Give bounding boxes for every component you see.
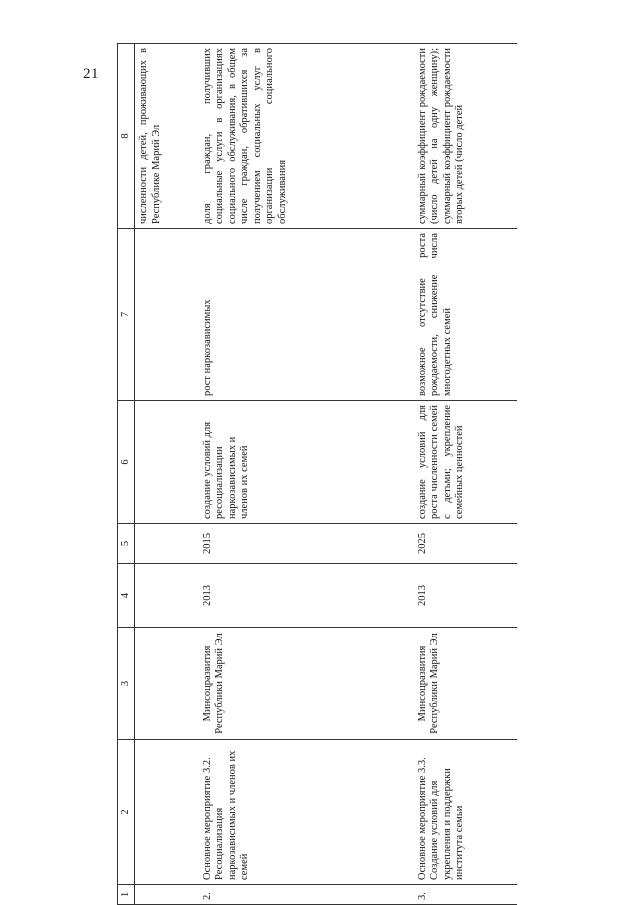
- table-row: [135, 44, 197, 905]
- start-year: [135, 564, 197, 628]
- end-year: [135, 524, 197, 564]
- start-year: 2013: [412, 564, 517, 628]
- column-header-2: 2: [118, 740, 135, 885]
- row-number: [135, 885, 197, 905]
- expected-result: [135, 401, 197, 524]
- column-header-5: 5: [118, 524, 135, 564]
- target-indicator: доля граждан, получивших социальные услуги в организациях социального обслуживания, в общем числе граждан, обратившихся за получением социальных услуг в организации социального обслуживания: [197, 44, 412, 229]
- column-header-4: 4: [118, 564, 135, 628]
- program-activities-table: [117, 43, 517, 905]
- non-implementation-consequence: рост наркозависимых: [197, 229, 412, 401]
- executor: Минсоцразвития Республики Марий Эл: [412, 628, 517, 740]
- event-name: Основное мероприятие 3.2. Ресоциализация наркозависимых и членов их семей: [197, 740, 412, 885]
- row-number: 2.: [197, 885, 412, 905]
- executor: [135, 628, 197, 740]
- column-number-row: [118, 44, 135, 905]
- event-name: Основное мероприятие 3.3. Создание условий для укрепления и поддержки института семьи: [412, 740, 517, 885]
- start-year: 2013: [197, 564, 412, 628]
- table-row: [412, 44, 517, 905]
- row-number: 3.: [412, 885, 517, 905]
- column-header-3: 3: [118, 628, 135, 740]
- expected-result: создание условий для ресоциализации наркозависимых и членов их семей: [197, 401, 412, 524]
- expected-result: создание условий для роста численности семей с детьми; укрепление семейных ценностей: [412, 401, 517, 524]
- column-header-6: 6: [118, 401, 135, 524]
- target-indicator: суммарный коэффициент рождаемости (число детей на одну женщину); суммарный коэффициент рождаемости вторых детей (число детей: [412, 44, 517, 229]
- end-year: 2015: [197, 524, 412, 564]
- column-header-1: 1: [118, 885, 135, 905]
- non-implementation-consequence: возможное отсутствие роста рождаемости, снижение числа многодетных семей: [412, 229, 517, 401]
- executor: Минсоцразвития Республики Марий Эл: [197, 628, 412, 740]
- column-header-7: 7: [118, 229, 135, 401]
- target-indicator: численности детей, проживающих в Республике Марий Эл: [135, 44, 197, 229]
- non-implementation-consequence: [135, 229, 197, 401]
- event-name: [135, 740, 197, 885]
- table-row: [197, 44, 412, 905]
- page-number: 21: [83, 66, 99, 82]
- end-year: 2025: [412, 524, 517, 564]
- column-header-8: 8: [118, 44, 135, 229]
- rotated-table-container: [117, 44, 523, 905]
